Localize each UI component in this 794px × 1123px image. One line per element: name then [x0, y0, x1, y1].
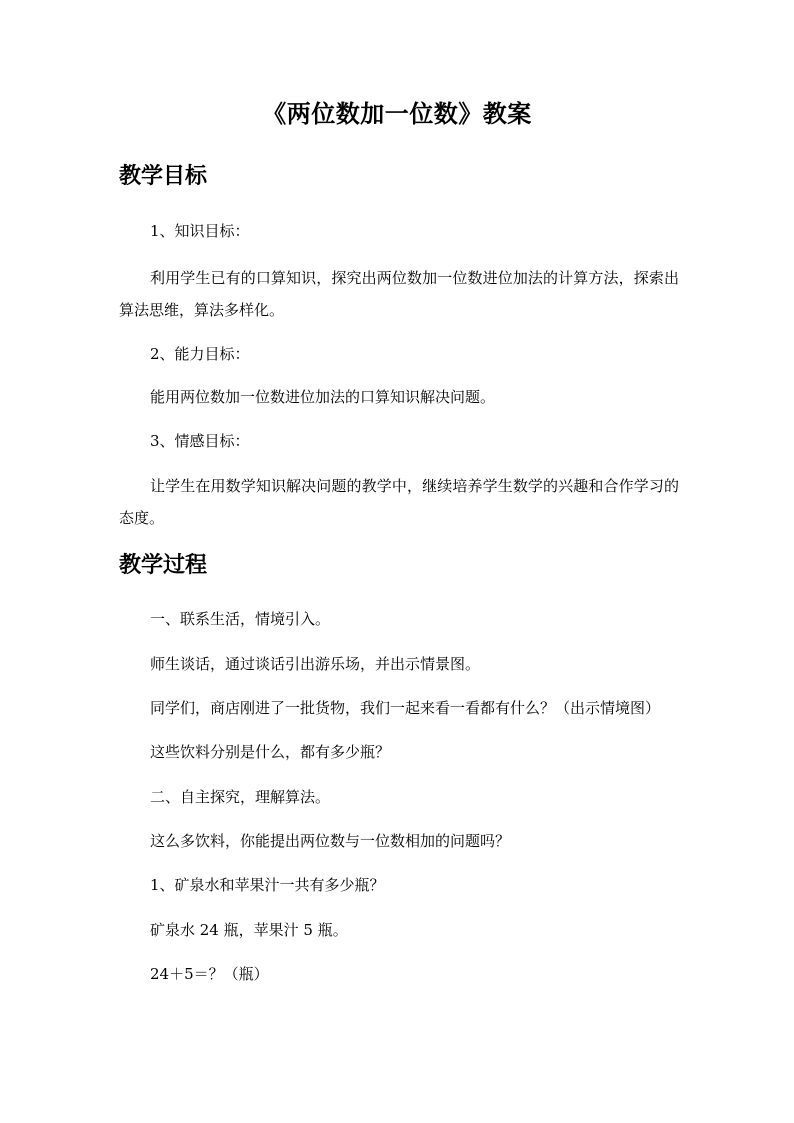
paragraph-store-goods: 同学们，商店刚进了一批货物，我们一起来看一看都有什么？（出示情境图）: [150, 699, 661, 717]
paragraph-ability-goal-text: 能用两位数加一位数进位加法的口算知识解决问题。: [150, 388, 496, 406]
paragraph-equation: 24＋5＝？（瓶）: [150, 965, 269, 983]
paragraph-drink-counts: 矿泉水 24 瓶，苹果汁 5 瓶。: [150, 921, 348, 939]
section-heading-teaching-process: 教学过程: [119, 552, 208, 578]
paragraph-ask-problem: 这么多饮料，你能提出两位数与一位数相加的问题吗？: [150, 832, 511, 850]
paragraph-knowledge-goal-label: 1、知识目标：: [150, 222, 250, 240]
document-title: 《两位数加一位数》教案: [262, 99, 532, 128]
paragraph-drinks-question: 这些饮料分别是什么，都有多少瓶？: [150, 743, 391, 761]
paragraph-emotion-goal-text: 让学生在用数学知识解决问题的教学中，继续培养学生数学的兴趣和合作学习的态度。: [119, 477, 679, 527]
paragraph-question-one: 1、矿泉水和苹果汁一共有多少瓶？: [150, 876, 385, 894]
paragraph-step-one: 一、联系生活，情境引入。: [150, 610, 331, 628]
paragraph-step-two: 二、自主探究，理解算法。: [150, 788, 331, 806]
paragraph-emotion-goal-label: 3、情感目标：: [150, 432, 250, 450]
paragraph-knowledge-goal-text: 利用学生已有的口算知识，探究出两位数加一位数进位加法的计算方法，探索出算法思维，算法多样化。: [119, 269, 679, 319]
section-heading-teaching-goals: 教学目标: [119, 163, 208, 189]
paragraph-teacher-talk: 师生谈话，通过谈话引出游乐场，并出示情景图。: [150, 655, 481, 673]
paragraph-ability-goal-label: 2、能力目标：: [150, 345, 250, 363]
